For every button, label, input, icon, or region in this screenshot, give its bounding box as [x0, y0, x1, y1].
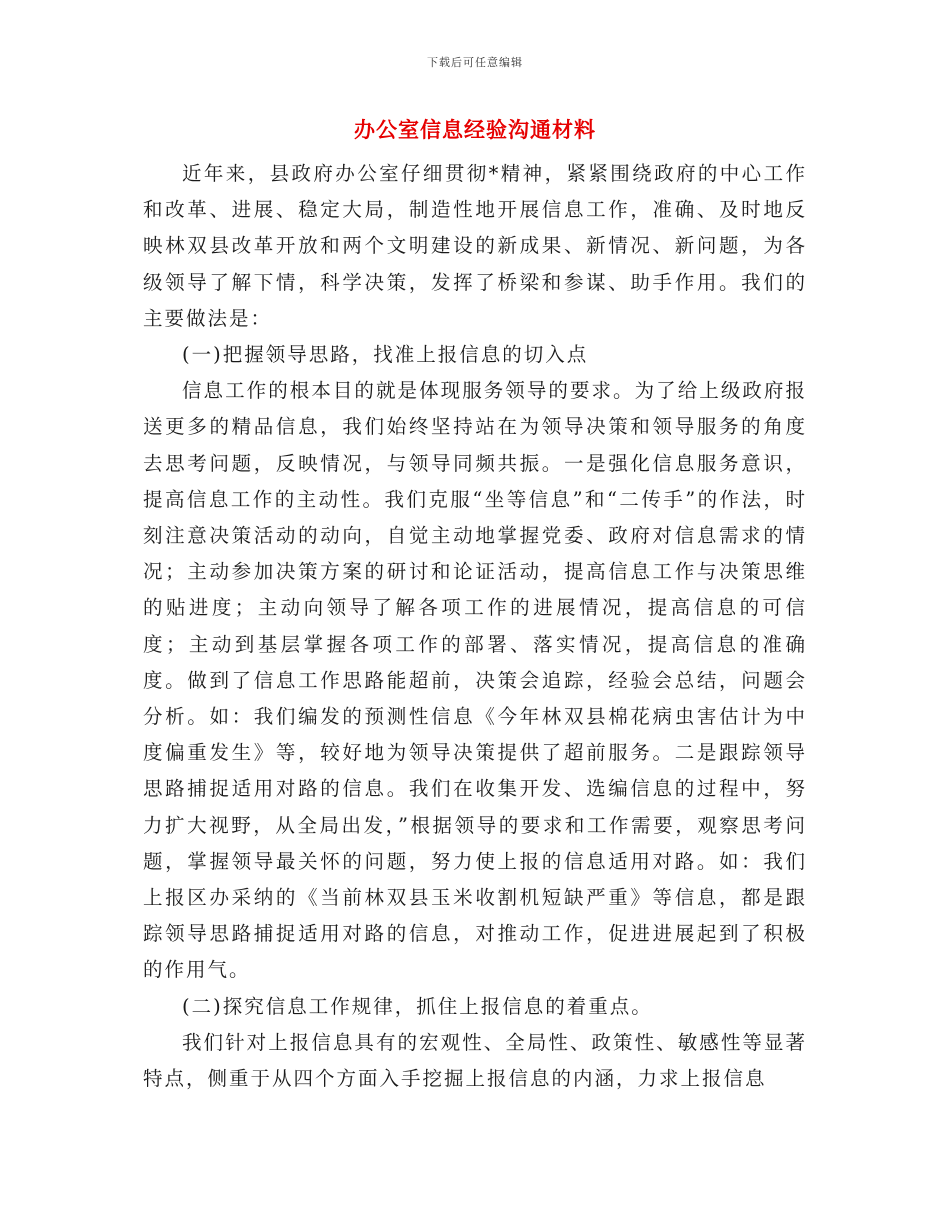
paragraph-section-1: 信息工作的根本目的就是体现服务领导的要求。为了给上级政府报送更多的精品信息，我们始终坚持站在为领导决策和领导服务的角度去思考问题，反映情况，与领导同频共振。一是强化信息服务意识，提高信息工作的主动性。我们克服“坐等信息”和“二传手”的作法，时刻注意决策活动的动向，自觉主动地掌握党委、政府对信息需求的情况；主动参加决策方案的研讨和论证活动，提高信息工作与决策思维的贴进度；主动向领导了解各项工作的进展情况，提高信息的可信度；主动到基层掌握各项工作的部署、落实情况，提高信息的准确度。做到了信息工作思路能超前，决策会追踪，经验会总结，问题会分析。如：我们编发的预测性信息《今年林双县棉花病虫害估计为中度偏重发生》等，较好地为领导决策提供了超前服务。二是跟踪领导思路捕捉适用对路的信息。我们在收集开发、选编信息的过程中，努力扩大视野，从全局出发，”根据领导的要求和工作需要，观察思考问题，掌握领导最关怀的问题，努力使上报的信息适用对路。如：我们上报区办采纳的《当前林双县玉米收割机短缺严重》等信息，都是跟踪领导思路捕捉适用对路的信息，对推动工作，促进进展起到了积极的作用气。	[143, 379, 807, 982]
paragraph-section-2: 我们针对上报信息具有的宏观性、全局性、政策性、敏感性等显著特点，侧重于从四个方面入手挖掘上报信息的内涵，力求上报信息	[143, 1030, 807, 1091]
document-body	[143, 156, 807, 1097]
document-title: 办公室信息经验沟通材料	[354, 117, 596, 142]
section-heading-2: (二)探究信息工作规律，抓住上报信息的着重点。	[182, 994, 653, 1018]
page-header: 下载后可任意编辑	[427, 56, 523, 69]
section-heading-1: (一)把握领导思路，找准上报信息的切入点	[182, 343, 589, 367]
paragraph-intro: 近年来，县政府办公室仔细贯彻*精神，紧紧围绕政府的中心工作和改革、进展、稳定大局，制造性地开展信息工作，准确、及时地反映林双县改革开放和两个文明建设的新成果、新情况、新问题，为各级领导了解下情，科学决策，发挥了桥梁和参谋、助手作用。我们的主要做法是：	[143, 162, 807, 330]
